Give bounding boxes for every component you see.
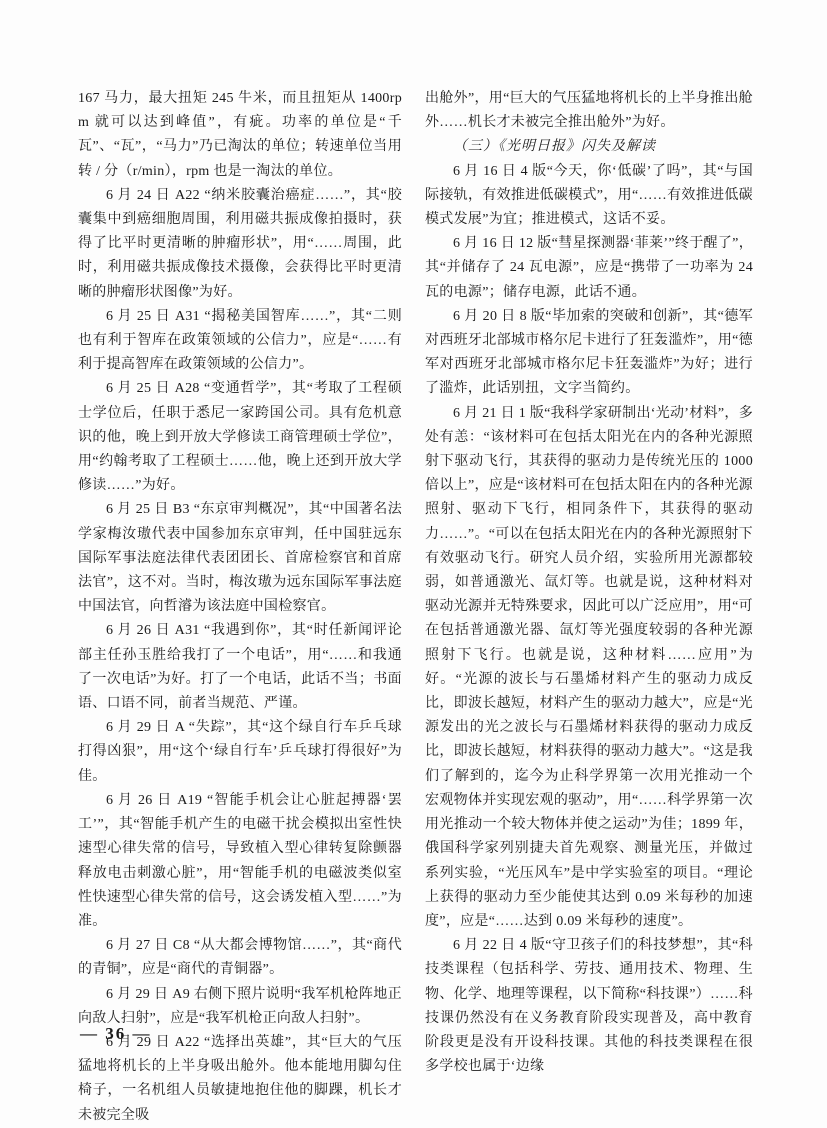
paragraph: 6 月 25 日 A31 “揭秘美国智库……”，其“二则也有利于智库在政策领域的公信力”，应是“……有利于提高智库在政策领域的公信力”。 bbox=[78, 308, 402, 373]
paragraph: 6 月 29 日 A22 “选择出英雄”，其“巨大的气压猛地将机长的上半身吸出舱外。他本能地用脚勾住椅子，一名机组人员敏捷地抱住他的脚踝，机长才未被完全吸 bbox=[78, 1034, 402, 1123]
paragraph-continuation: 出舱外”，用“巨大的气压猛地将机长的上半身推出舱外……机长才未被完全推出舱外”为好。 bbox=[425, 91, 753, 131]
paragraph: 6 月 21 日 1 版“我科学家研制出‘光动’材料”，多处有恙：“该材料可在包括太阳光在内的各种光源照射下驱动飞行，其获得的驱动力是传统光压的 1000 倍以上”，应是“该材料可在包括太阳在内的各种光源照射、驱动下飞行，相同条件下，其获得的驱动力……”。“可以在包括太阳光在内的各种光源照射下有效驱动飞行。研究人员介绍，实验所用光源都较弱，如普通激光、氙灯等。也就是说，这种材料对驱动光源并无特殊要求，因此可以广泛应用”，用“可在包括普通激光器、氙灯等光强度较弱的各种光源照射下飞行。也就是说，这种材料……应用”为好。“光源的波长与石墨烯材料产生的驱动力成反比，即波长越短，材料产生的驱动力越大”，应是“光源发出的光之波长与石墨烯材料获得的驱动力成反比，即波长越短，材料获得的驱动力越大”。“这是我们了解到的，迄今为止科学界第一次用光推动一个宏观物体并实现宏观的驱动”，用“……科学界第一次用光推动一个较大物体并使之运动”为佳；1899 年，俄国科学家列别捷夫首先观察、测量光压，并做过系列实验，“光压风车”是中学实验室的项目。“理论上获得的驱动力至少能使其达到 0.09 米每秒的加速度”，应是“……达到 0.09 米每秒的速度”。 bbox=[425, 405, 753, 929]
right-text-column bbox=[425, 87, 753, 1079]
section-heading-guangming-daily: （三）《光明日报》闪失及解读 bbox=[453, 139, 656, 155]
paragraph: 6 月 29 日 A “失踪”，其“这个绿自行车乒乓球打得凶狠”，用“这个‘绿自行车’乒乓球打得很好”为佳。 bbox=[78, 720, 402, 784]
paragraph-continuation: 167 马力，最大扭矩 245 牛米，而且扭矩从 1400rpm 就可以达到峰值”，有疵。功率的单位是“千瓦”、“瓦”，“马力”乃已淘汰的单位；转速单位当用转 / 分（r/min），rpm 也是一淘汰的单位。 bbox=[78, 91, 402, 179]
paragraph: 6 月 29 日 A9 右侧下照片说明“我军机枪阵地正向敌人扫射”，应是“我军机枪正向敌人扫射”。 bbox=[78, 986, 402, 1026]
paragraph: 6 月 16 日 12 版“彗星探测器‘菲莱’”终于醒了”，其“并储存了 24 瓦电源”，应是“携带了一功率为 24 瓦的电源”；储存电源，此话不通。 bbox=[425, 236, 753, 300]
paragraph: 6 月 24 日 A22 “纳米胶囊治癌症……”，其“胶囊集中到癌细胞周围，利用磁共振成像拍摄时，获得了比平时更清晰的肿瘤形状”，用“……周围，此时，利用磁共振成像技术摄像，会获得比平时更清晰的肿瘤形状图像”为好。 bbox=[78, 187, 402, 300]
paragraph: 6 月 26 日 A31 “我遇到你”，其“时任新闻评论部主任孙玉胜给我打了一个电话”，用“……和我通了一次电话”为好。打了一个电话，此话不当；书面语、口语不同，前者当规范、严谨。 bbox=[78, 623, 402, 712]
paragraph: 6 月 26 日 A19 “智能手机会让心脏起搏器‘罢工’”，其“智能手机产生的电磁干扰会模拟出室性快速型心律失常的信号，导致植入型心律转复除颤器释放电击刺激心脏”，用“智能手机的电磁波类似室性快速型心律失常的信号，这会诱发植入型……”为准。 bbox=[78, 792, 402, 929]
paragraph: 6 月 22 日 4 版“守卫孩子们的科技梦想”，其“科技类课程（包括科学、劳技、通用技术、物理、生物、化学、地理等课程，以下简称“科技课”）……科技课仍然没有在义务教育阶段实现普及，高中教育阶段更是没有开设科技课。其他的科技类课程在很多学校也属于‘边缘 bbox=[425, 938, 753, 1075]
page-number: — 36 — bbox=[80, 1024, 152, 1043]
paragraph: 6 月 27 日 C8 “从大都会博物馆……”，其“商代的青铜”，应是“商代的青铜器”。 bbox=[78, 938, 402, 978]
paragraph: 6 月 25 日 B3 “东京审判概况”，其“中国著名法学家梅汝璈代表中国参加东京审判，任中国驻远东国际军事法庭法律代表团团长、首席检察官和首席法官”，这不对。当时，梅汝璈为远东国际军事法庭中国法官，向哲濬为该法庭中国检察官。 bbox=[78, 502, 402, 615]
paragraph: 6 月 20 日 8 版“毕加索的突破和创新”，其“德军对西班牙北部城市格尔尼卡进行了狂轰滥炸”，用“德军对西班牙北部城市格尔尼卡狂轰滥炸”为好；进行了滥炸，此话别扭，文字当简约。 bbox=[425, 308, 753, 397]
left-text-column bbox=[78, 87, 402, 1128]
paragraph: 6 月 16 日 4 版“今天，你‘低碳’了吗”，其“与国际接轨，有效推进低碳模式”，用“……有效推进低碳模式发展”为宜；推进模式，这话不妥。 bbox=[425, 163, 753, 228]
paragraph: 6 月 25 日 A28 “变通哲学”，其“考取了工程硕士学位后，任职于悉尼一家跨国公司。具有危机意识的他，晚上到开放大学修读工商管理硕士学位”，用“约翰考取了工程硕士……他，晚上还到开放大学修读……”为好。 bbox=[78, 381, 402, 494]
